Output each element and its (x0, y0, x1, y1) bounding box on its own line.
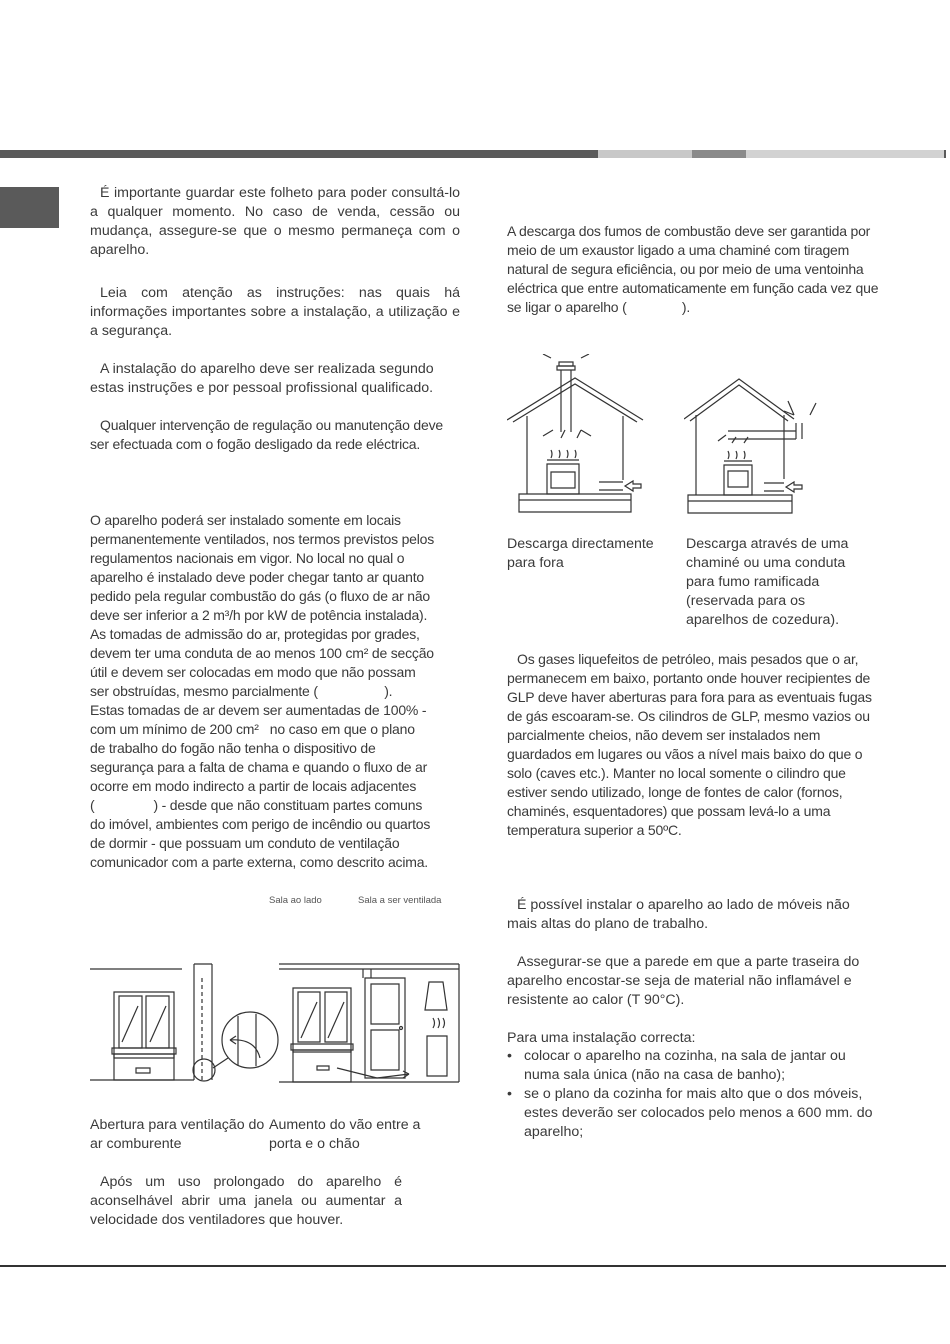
list-item: • colocar o aparelho na cozinha, na sala de jantar ou numa sala única (não na casa de banho); (507, 1047, 879, 1085)
text-line: devem ter uma conduta de ao menos 100 cm² de secção (90, 645, 434, 661)
ventilation-opening-figure (90, 958, 280, 1088)
text-line: de trabalho do fogão não tenha o dispositivo de (90, 740, 376, 756)
left-paragraph-3: A instalação do aparelho deve ser realizada segundo estas instruções e por pessoal profissional qualificado. (90, 361, 434, 396)
right-paragraph-5: Para uma instalação correcta: (507, 1030, 696, 1046)
text-line: comunicador com a parte externa, como descrito acima. (90, 854, 428, 870)
header-bar-light-end (746, 150, 944, 158)
left-paragraph-ventilation (90, 511, 470, 872)
text-line: regulamentos nacionais em vigor. No local no qual o (90, 550, 405, 566)
text-line: segurança para a falta de chama e quando o fluxo de ar (90, 759, 428, 775)
caption-door-gap: Aumento do vão entre a porta e o chão (269, 1117, 421, 1152)
text-line: aparelho é instalado deve poder chegar tanto ar quanto (90, 569, 425, 585)
text-line: útil e devem ser colocadas em modo que não possam (90, 664, 416, 680)
text-line: As tomadas de admissão do ar, protegidas por grades, (90, 626, 420, 642)
installation-bullet-list (507, 1047, 879, 1142)
right-paragraph-2: Os gases liquefeitos de petróleo, mais pesados que o ar, permanecem em baixo, portanto onde houver recipientes de GLP deve haver aberturas para fora para as eventuais fugas de gás escoaram-se. Os cilindros de GLP, mesmo vazios ou parcialmente cheios, não devem ser instalados nem guardados em lugares ou vãos a nível mais baixo do que o solo (caves etc.). Manter no local somente o cilindro que estiver sendo utilizado, longe de fontes de calor (fornos, chaminés, esquentadores) que possam levá-lo a uma temperatura superior a 50ºC. (507, 651, 872, 838)
list-item: • se o plano da cozinha for mais alto que o dos móveis, estes deverão ser colocados pelo menos a 600 mm. do aparelho; (507, 1085, 879, 1142)
text-line: ( ) - desde que não constituam partes comuns (90, 797, 423, 813)
text-line: pedido pela regular combustão do gás (o fluxo de ar não (90, 588, 431, 604)
text-line: deve ser inferior a 2 m³/h por kW de potência instalada). (90, 607, 428, 623)
door-gap-figure (277, 956, 462, 1086)
header-bar-mid (692, 150, 746, 158)
header-bar-light (598, 150, 692, 158)
left-paragraph-1: É importante guardar este folheto para poder consultá-lo a qualquer momento. No caso de venda, cessão ou mudança, assegure-se que o mesmo permaneça com o aparelho. (90, 185, 460, 258)
caption-direct-discharge: Descarga directamente para fora (507, 536, 654, 571)
text-line: do imóvel, ambientes com perigo de incêndio ou quartos (90, 816, 431, 832)
caption-ventilation-opening: Abertura para ventilação do ar comburente (90, 1117, 265, 1152)
header-bar-tick (944, 150, 946, 158)
right-paragraph-1: A descarga dos fumos de combustão deve ser garantida por meio de um exaustor ligado a uma chaminé com tiragem natural de segura eficiência, ou por meio de uma ventoinha eléctrica que entre automaticamente em função cada vez que se ligar o aparelho ( ). (507, 223, 882, 315)
language-tab (0, 187, 59, 228)
right-paragraph-4: Assegurar-se que a parede em que a parte traseira do aparelho encostar-se seja de material não inflamável e resistente ao calor (T 90°C). (507, 954, 860, 1008)
left-paragraph-2: Leia com atenção as instruções: nas quais há informações importantes sobre a instalação, a utilização e a segurança. (90, 285, 460, 339)
text-line: Estas tomadas de ar devem ser aumentadas de 100% - (90, 702, 427, 718)
right-paragraph-3: É possível instalar o aparelho ao lado de móveis não mais altas do plano de trabalho. (507, 897, 850, 932)
left-paragraph-4: Qualquer intervenção de regulação ou manutenção deve ser efectuada com o fogão desligado da rede eléctrica. (90, 417, 443, 452)
label-sala-ao-lado: Sala ao lado (269, 895, 322, 906)
left-paragraph-6: Após um uso prolongado do aparelho é aconselhável abrir uma janela ou aumentar a velocidade dos ventiladores que houver. (90, 1174, 402, 1228)
caption-chimney-discharge: Descarga através de uma chaminé ou uma conduta para fumo ramificada (reservada para os aparelhos de cozedura). (686, 536, 849, 628)
text-line: permanentemente ventilados, nos termos previstos pelos (90, 531, 435, 547)
text-line: com um mínimo de 200 cm² no caso em que o plano (90, 721, 415, 737)
direct-discharge-figure (507, 354, 657, 519)
text-line: ser obstruídas, mesmo parcialmente ( ). (90, 683, 393, 699)
text-line: de dormir - que possuam um conduto de ventilação (90, 835, 400, 851)
chimney-discharge-figure (684, 375, 834, 540)
bottom-rule (0, 1265, 946, 1267)
header-bar-dark (0, 150, 598, 158)
label-sala-a-ser-ventilada: Sala a ser ventilada (358, 895, 442, 906)
text-line: O aparelho poderá ser instalado somente em locais (90, 512, 401, 528)
text-line: ocorre em modo indirecto a partir de locais adjacentes (90, 778, 417, 794)
